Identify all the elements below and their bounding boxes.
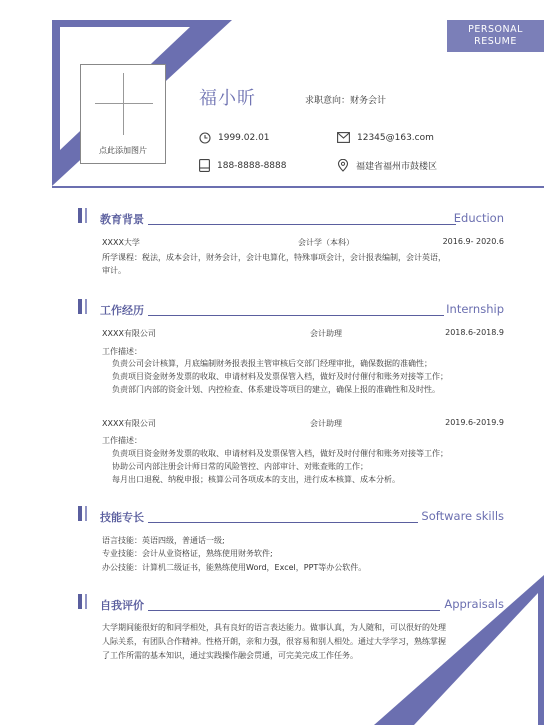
photo-caption: 点此添加图片 [99, 146, 147, 155]
work-section-header [78, 299, 504, 319]
section-rule [148, 224, 456, 225]
job-period: 2019.6-2019.9 [445, 418, 504, 427]
birthday-value: 1999.02.01 [218, 133, 270, 143]
job-desc-line: 负责部门内部的资金计划、内控检查、体系建设等项目的建立，确保上报的准确性和及时性。 [112, 385, 440, 394]
section-marker [78, 594, 82, 609]
job-intent-value: 财务会计 [350, 96, 387, 106]
section-marker [78, 208, 82, 223]
candidate-name: 福小昕 [199, 88, 256, 109]
self-evaluation-title-en: Appraisals [444, 597, 504, 611]
skills-section-header [78, 506, 504, 526]
email-info [337, 132, 434, 143]
job-role: 会计助理 [310, 419, 342, 428]
job-role: 会计助理 [310, 329, 342, 338]
address-info [337, 159, 437, 172]
header-divider [52, 186, 544, 188]
section-marker-thin [85, 506, 87, 521]
work-title-en: Internship [446, 302, 504, 316]
skill-line: 专业技能：会计从业资格证，熟练使用财务软件; [102, 549, 273, 558]
job-intent [305, 93, 386, 106]
photo-cross-vertical [123, 73, 124, 135]
photo-cross-horizontal [95, 103, 153, 104]
major-name: 会计学（本科） [298, 238, 354, 247]
skill-line: 语言技能：英语四级，普通话一级; [102, 536, 225, 545]
self-evaluation-title: 自我评价 [100, 599, 144, 612]
mail-icon [337, 132, 350, 143]
phone-value: 188-8888-8888 [217, 160, 287, 171]
job-desc-line: 负责项目资金财务发票的收取、申请材料及发票保管入档，做好及时付催付和账务对接等工作； [112, 449, 448, 458]
courses-line-1: 所学课程：税法，成本会计，财务会计，会计电算化，特殊事项会计，会计报表编制，会计英语， [102, 253, 446, 262]
email-value: 12345@163.com [357, 132, 434, 143]
skill-line: 办公技能：计算机二级证书，能熟练使用Word，Excel，PPT等办公软件。 [102, 563, 367, 572]
job-desc-line: 每月出口退税、纳税申报；核算公司各项成本的支出，进行成本核算、成本分析。 [112, 475, 400, 484]
job-desc-label: 工作描述： [102, 347, 142, 356]
phone-icon [199, 159, 210, 172]
section-marker-thin [85, 299, 87, 314]
skills-title-en: Software skills [421, 509, 504, 523]
job-company: XXXX有限公司 [102, 329, 156, 338]
phone-info [199, 159, 286, 172]
skills-title: 技能专长 [100, 511, 144, 524]
location-pin-icon [337, 159, 349, 172]
section-rule [148, 522, 418, 523]
self-evaluation-line: 大学期间能很好的和同学相处，具有良好的语言表达能力。做事认真，为人随和，可以很好的处理 [102, 623, 446, 632]
job-desc-line: 协助公司内部注册会计师日常的风险管控、内部审计、对账查账的工作； [112, 462, 368, 471]
school-name: XXXX大学 [102, 238, 140, 247]
job-period: 2018.6-2018.9 [445, 328, 504, 337]
self-evaluation-section-header [78, 594, 504, 614]
address-value: 福建省福州市鼓楼区 [356, 162, 438, 172]
section-rule [148, 610, 440, 611]
self-evaluation-line: 了工作所需的基本知识，通过实践操作融会贯通，可完美完成工作任务。 [102, 651, 358, 660]
clock-icon [199, 132, 211, 144]
birthday-info [199, 132, 270, 144]
education-period: 2016.9- 2020.6 [442, 237, 504, 246]
work-title: 工作经历 [100, 304, 144, 317]
education-title-en: Eduction [453, 211, 504, 225]
badge-line-2: RESUME [474, 36, 517, 47]
job-intent-label: 求职意向： [305, 96, 351, 106]
section-marker [78, 506, 82, 521]
section-marker-thin [85, 208, 87, 223]
badge-line-1: PERSONAL [468, 24, 523, 35]
education-title: 教育背景 [100, 213, 144, 226]
section-rule [148, 315, 444, 316]
photo-placeholder[interactable] [80, 64, 166, 164]
section-marker-thin [85, 594, 87, 609]
job-company: XXXX有限公司 [102, 419, 156, 428]
job-desc-label: 工作描述： [102, 436, 142, 445]
personal-resume-badge [447, 20, 544, 52]
self-evaluation-line: 人际关系，有团队合作精神。性格开朗，亲和力强，很容易和别人相处。通过大学学习，熟练掌握 [102, 637, 446, 646]
courses-line-2: 审计。 [102, 266, 126, 275]
job-desc-line: 负责公司会计核算，月底编制财务报表报主管审核后交部门经理审批，确保数据的准确性； [112, 359, 432, 368]
job-desc-line: 负责项目资金财务发票的收取、申请材料及发票保管入档，做好及时付催付和账务对接等工作； [112, 372, 448, 381]
education-section-header [78, 208, 504, 228]
section-marker [78, 299, 82, 314]
